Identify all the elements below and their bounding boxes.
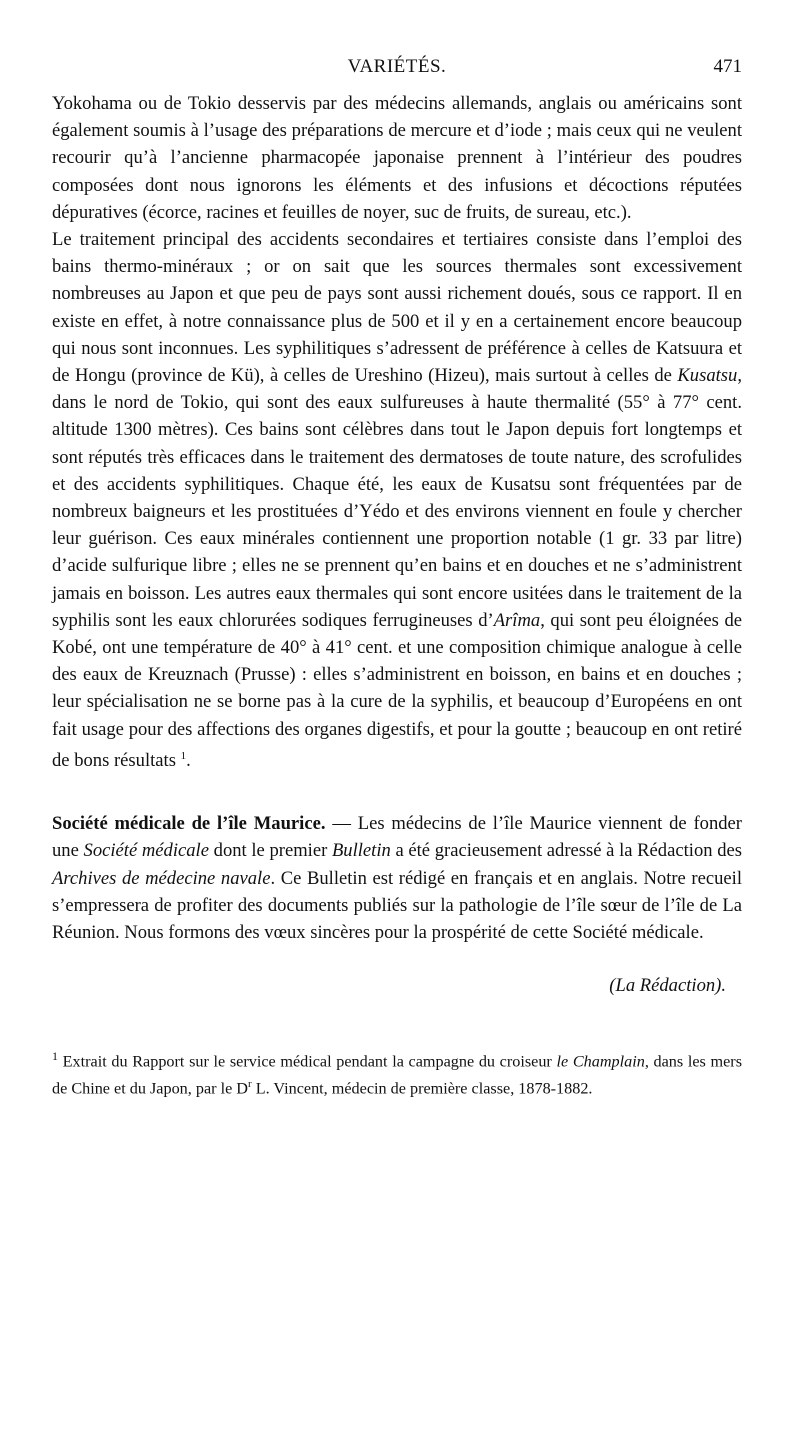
paragraph-text: Kusatsu [677,365,738,387]
paragraph-text: 1 [180,749,187,762]
running-head [52,56,742,90]
running-head-title: VARIÉTÉS. [347,56,447,77]
footnote-text: r [248,1077,252,1090]
footnote-text: Extrait du Rapport sur le service médical pendant la campagne du croiseur [58,1052,557,1071]
section-heading: Société médicale de l’île Maurice. [52,813,326,835]
footnote-text: le Champlain [556,1052,645,1071]
paragraph-text: . Ce Bulletin est rédigé en français et en anglais. Notre recueil s’empressera de profiter des documents publiés sur la pathologie de l’île sœur de l’île de La Réunion. Nous formons des vœux sincères pour la prospérité de cette Société médicale. [52,867,742,944]
section-paragraph [52,810,742,946]
paragraph-text: Bulletin [331,840,391,862]
paragraph-text: Arîma [493,609,541,631]
page-number: 471 [713,56,742,77]
footnote-mark: 1 [52,1049,58,1064]
paragraph-text: — Les médecins de l’île Maurice viennent de fonder une [52,813,742,862]
paragraph-text: Société médicale [83,840,209,862]
paragraph-text: a été gracieusement adressé à la Rédaction des [390,840,742,862]
signature: (La Rédaction). [609,975,726,997]
footnote-text: L. Vincent, médecin de première classe, 1878-1882. [251,1079,593,1098]
paragraph [52,90,742,226]
article-body [52,90,742,946]
paragraph-text: Archives de médecine navale [52,867,271,889]
paragraph-text: . [186,750,191,772]
footnote [52,1045,742,1099]
paragraph-text: Yokohama ou de Tokio desservis par des médecins allemands, anglais ou américains sont également soumis à l’usage des préparations de mercure et d’iode ; mais ceux qui ne veulent recourir qu’à l’ancienne pharmacopée japonaise prennent à l’intérieur des poudres composées dont nous ignorons les éléments et des infusions et décoctions réputées dépuratives (écorce, racines et feuilles de noyer, suc de fruits, de sureau, etc.). [52,93,742,223]
footnote-text: , dans les mers de Chine et du Japon, par le D [52,1052,742,1098]
paragraph-text: Le traitement principal des accidents secondaires et tertiaires consiste dans l’emploi des bains thermo-minéraux ; or on sait que les sources thermales sont excessivement nombreuses au Japon et que peu de pays sont aussi richement doués, sous ce rapport. Il en existe en effet, à notre connaissance plus de 500 et il y en a certainement encore beaucoup qui nous sont inconnues. Les syphilitiques s’adressent de préférence à celles de Katsuura et de Hongu (province de Kü), à celles de Ureshino (Hizeu), mais surtout à celles de [52,229,742,387]
paragraph-text: , qui sont peu éloignées de Kobé, ont une température de 40° à 41° cent. et une composition chimique analogue à celle des eaux de Kreuznach (Prusse) : elles s’administrent en boisson, en bains et en douches ; leur spécialisation ne se borne pas à la cure de la syphilis, et beaucoup d’Européens en ont fait usage pour des affections des organes digestifs, et pour la goutte ; beaucoup en ont retiré de bons résultats [52,609,743,772]
paragraph-text: dont le premier [208,840,332,862]
paragraph [52,226,742,774]
paragraph-text: , dans le nord de Tokio, qui sont des eaux sulfureuses à haute thermalité (55° à 77° cent. altitude 1300 mètres). Ces bains sont célèbres dans tout le Japon depuis fort longtemps et sont réputés très efficaces dans le traitement des dermatoses de toute nature, des scrofulides et des accidents syphilitiques. Chaque été, les eaux de Kusatsu sont fréquentées par de nombreux baigneurs et les prostituées d’Yédo et des environs viennent en foule y chercher leur guérison. Ces eaux minérales contiennent une proportion notable (1 gr. 33 par litre) d’acide sulfurique libre ; elles ne se prennent qu’en bains et en douches et ne s’administrent jamais en boisson. Les autres eaux thermales qui sont encore usitées dans le traitement de la syphilis sont les eaux chlorurées sodiques ferrugineuses d’ [52,365,742,631]
page [52,56,742,1099]
